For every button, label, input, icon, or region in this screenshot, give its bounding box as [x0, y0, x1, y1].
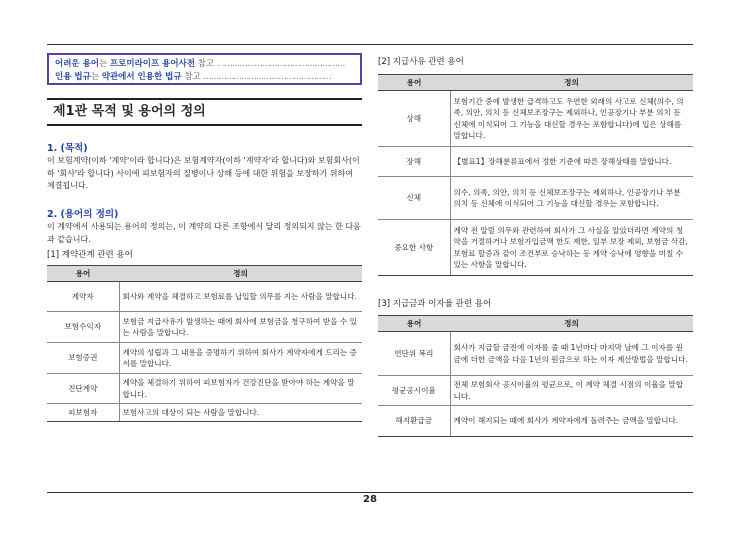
note-dictionary-label: 프로미라이프 용어사전 [109, 59, 196, 69]
table-row [47, 343, 362, 374]
table-row [47, 404, 362, 422]
section-2-body: 이 계약에서 사용되는 용어의 정의는, 이 계약의 다른 조항에서 달리 정의되지 않는 한 다음과 같습니다. [47, 222, 361, 244]
term-cell: 진단계약 [47, 374, 119, 404]
chapter-title: 제1관 목적 및 용어의 정의 [47, 98, 362, 126]
definition-cell: 보험기간 중에 발생한 급격하고도 우연한 외래의 사고로 신체(의수, 의족, 의안, 의치 등 신체보조장구는 제외하나, 인공장기나 부분 의치 등 신체에 이식되어 그 기능을 대신할 경우는 포함합니다)에 입은 상해를 말합니다. [450, 91, 693, 147]
table-row [378, 177, 693, 220]
term-cell: 신체 [378, 177, 450, 220]
term-cell: 계약자 [47, 282, 119, 312]
term-cell: 평균공시이율 [378, 376, 450, 406]
definition-cell: 회사가 지급할 금전에 이자를 줄 때 1년마다 마지막 날에 그 이자를 원금에 더한 금액을 다음 1년의 원금으로 하는 이자 계산방법을 말합니다. [450, 332, 693, 376]
table-2-caption: [2] 지급사유 관련 용어 [378, 57, 464, 67]
term-cell: 보험증권 [47, 343, 119, 374]
term-cell: 해지환급금 [378, 406, 450, 437]
table-row [47, 312, 362, 343]
note-law-label: 인용 법규 [55, 72, 91, 82]
term-cell: 중요한 사항 [378, 220, 450, 276]
table-row [378, 147, 693, 177]
col-header-definition: 정의 [450, 316, 693, 332]
term-cell: 장해 [378, 147, 450, 177]
payment-reason-terms-table [378, 74, 693, 276]
definition-cell: 의수, 의족, 의안, 의치 등 신체보조장구는 제외하나, 인공장기나 부분 의치 등 신체에 이식되어 그 기능을 대신할 경우는 포함합니다. [450, 177, 693, 220]
term-cell: 상해 [378, 91, 450, 147]
note-term-label: 어려운 용어 [55, 59, 100, 69]
definition-cell: 전체 보험회사 공시이율의 평균으로, 이 계약 체결 시점의 이율을 말합니다. [450, 376, 693, 406]
definition-cell: 보험금 지급사유가 발생하는 때에 회사에 보험금을 청구하여 받을 수 있는 사람을 말합니다. [119, 312, 362, 343]
col-header-term: 용어 [378, 316, 450, 332]
glossary-note-box [47, 53, 362, 85]
table-row [378, 406, 693, 437]
contract-terms-table [47, 265, 362, 422]
definition-cell: 계약을 체결하기 위하여 피보험자가 건강진단을 받아야 하는 계약을 말합니다. [119, 374, 362, 404]
col-header-term: 용어 [378, 75, 450, 91]
definition-cell: 보험사고의 대상이 되는 사람을 말합니다. [119, 404, 362, 422]
table-row [378, 91, 693, 147]
table-row [378, 220, 693, 276]
definition-cell: 계약의 성립과 그 내용을 증명하기 위하여 회사가 계약자에게 드리는 증서를 말합니다. [119, 343, 362, 374]
col-header-term: 용어 [47, 266, 119, 282]
term-cell: 연단위 복리 [378, 332, 450, 376]
definition-cell: 【별표1】장해분류표에서 정한 기준에 따른 장해상태를 말합니다. [450, 147, 693, 177]
col-header-definition: 정의 [119, 266, 362, 282]
table-row [47, 374, 362, 404]
definition-cell: 계약 전 알릴 의무와 관련하여 회사가 그 사실을 알았더라면 계약의 청약을 거절하거나 보험가입금액 한도 제한, 일부 보장 제외, 보험금 삭감, 보험료 할증과 같이 조건부로 승낙하는 등 계약 승낙에 영향을 미칠 수 있는 사항을 말합니다. [450, 220, 693, 276]
note-line-2: 인용 법규는 약관에서 인용한 법규 참고 …………………………………………… [55, 72, 331, 82]
note-law-source-label: 약관에서 인용한 법규 [101, 72, 182, 82]
definition-cell: 계약이 해지되는 때에 회사가 계약자에게 돌려주는 금액을 말합니다. [450, 406, 693, 437]
section-1-body: 이 보험계약(이하 '계약'이라 합니다)은 보험계약자(이하 '계약자'라 합니다)와 보험회사(이하 '회사'라 합니다) 사이에 피보험자의 질병이나 상해 등에 대한 위험을 보장하기 위하여 체결됩니다. [47, 156, 360, 190]
page-number: 28 [363, 494, 377, 505]
note-line-1: 어려운 용어는 프로미라이프 용어사전 참고 …………………………………………… [55, 59, 345, 69]
col-header-definition: 정의 [450, 75, 693, 91]
table-1-caption: [1] 계약관계 관련 용어 [47, 250, 133, 260]
table-row [47, 282, 362, 312]
table-3-caption: [3] 지급금과 이자율 관련 용어 [378, 299, 492, 309]
term-cell: 피보험자 [47, 404, 119, 422]
term-cell: 보험수익자 [47, 312, 119, 343]
payment-interest-terms-table [378, 315, 693, 437]
table-row [378, 376, 693, 406]
section-2-heading: 2. (용어의 정의) [47, 209, 119, 220]
section-1-heading: 1. (목적) [47, 143, 88, 154]
bottom-rule [47, 492, 693, 493]
definition-cell: 회사와 계약을 체결하고 보험료를 납입할 의무를 지는 사람을 말합니다. [119, 282, 362, 312]
table-row [378, 332, 693, 376]
top-rule [47, 44, 693, 45]
